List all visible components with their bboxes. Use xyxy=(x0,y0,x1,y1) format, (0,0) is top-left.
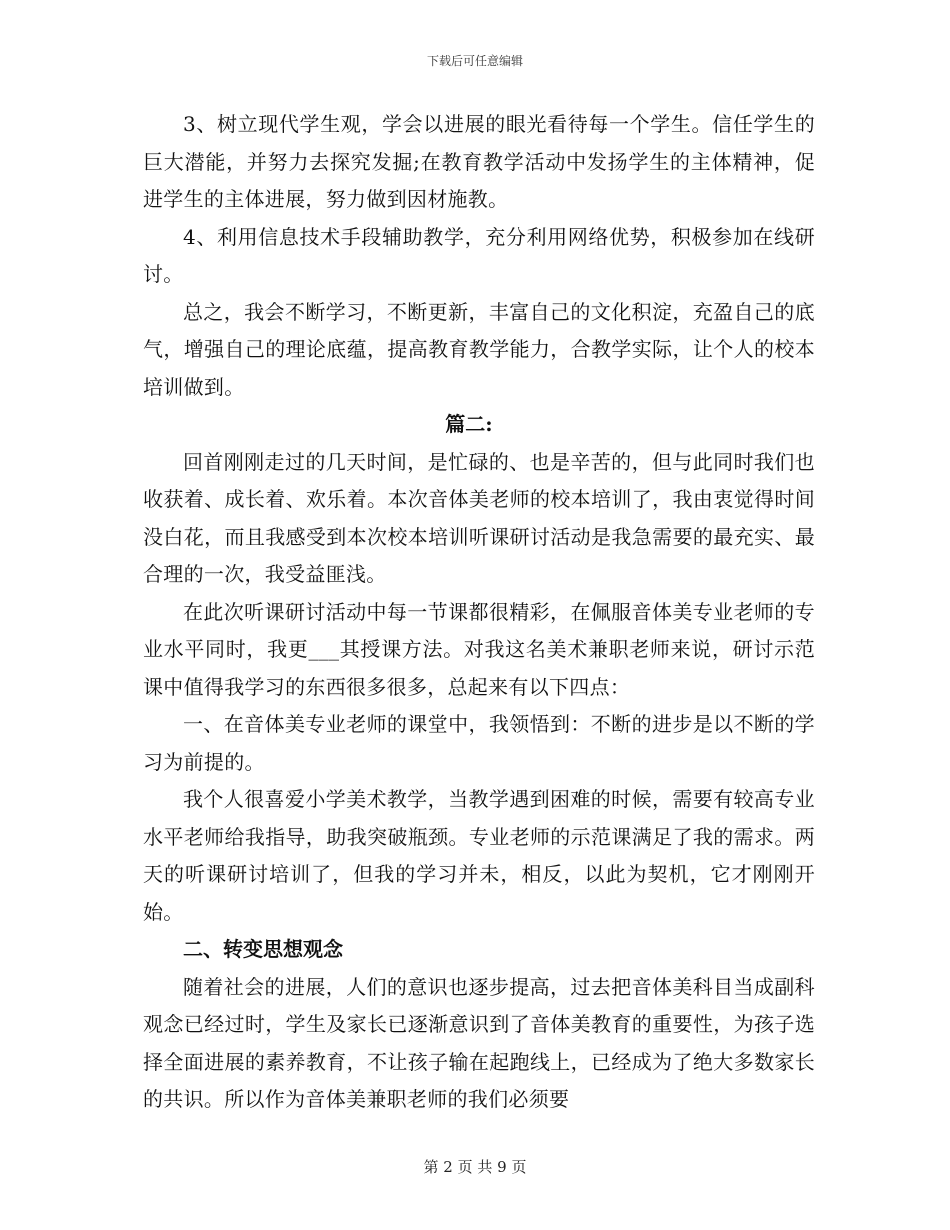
paragraph-4-it-teaching: 4、利用信息技术手段辅助教学，充分利用网络优势，积极参加在线研讨。 xyxy=(143,224,815,286)
paragraph-summary: 总之，我会不断学习，不断更新，丰富自己的文化积淀，充盈自己的底气，增强自己的理论底蕴，提高教育教学能力，合教学实际，让个人的校本培训做到。 xyxy=(143,299,815,399)
page-header: 下载后可任意编辑 xyxy=(426,54,523,68)
paragraph-review: 回首刚刚走过的几天时间，是忙碌的、也是辛苦的，但与此同时我们也收获着、成长着、欢乐着。本次音体美老师的校本培训了，我由衷觉得时间没白花，而且我感受到本次校本培训听课研讨活动是我急需要的最充实、最合理的一次，我受益匪浅。 xyxy=(143,449,815,586)
paragraph-point-one: 一、在音体美专业老师的课堂中，我领悟到：不断的进步是以不断的学习为前提的。 xyxy=(143,712,815,774)
paragraph-social-progress: 随着社会的进展，人们的意识也逐步提高，过去把音体美科目当成副科观念已经过时，学生及家长已逐渐意识到了音体美教育的重要性，为孩子选择全面进展的素养教育，不让孩子输在起跑线上，已经成为了绝大多数家长的共识。所以作为音体美兼职老师的我们必须要 xyxy=(143,974,815,1111)
subheading-change-mindset: 二、转变思想观念 xyxy=(183,937,343,961)
paragraph-seminar: 在此次听课研讨活动中每一节课都很精彩，在佩服音体美专业老师的专业水平同时，我更___其授课方法。对我这名美术兼职老师来说，研讨示范课中值得我学习的东西很多很多，总起来有以下四点： xyxy=(143,599,815,699)
page-footer: 第 2 页 共 9 页 xyxy=(423,1158,527,1176)
section-title: 篇二: xyxy=(445,412,493,436)
paragraph-personal: 我个人很喜爱小学美术教学，当教学遇到困难的时候，需要有较高专业水平老师给我指导，助我突破瓶颈。专业老师的示范课满足了我的需求。两天的听课研讨培训了，但我的学习并未，相反，以此为契机，它才刚刚开始。 xyxy=(143,787,815,924)
paragraph-3-student-view: 3、树立现代学生观，学会以进展的眼光看待每一个学生。信任学生的巨大潜能，并努力去探究发掘;在教育教学活动中发扬学生的主体精神，促进学生的主体进展，努力做到因材施教。 xyxy=(143,112,815,211)
document-body xyxy=(143,106,815,1119)
